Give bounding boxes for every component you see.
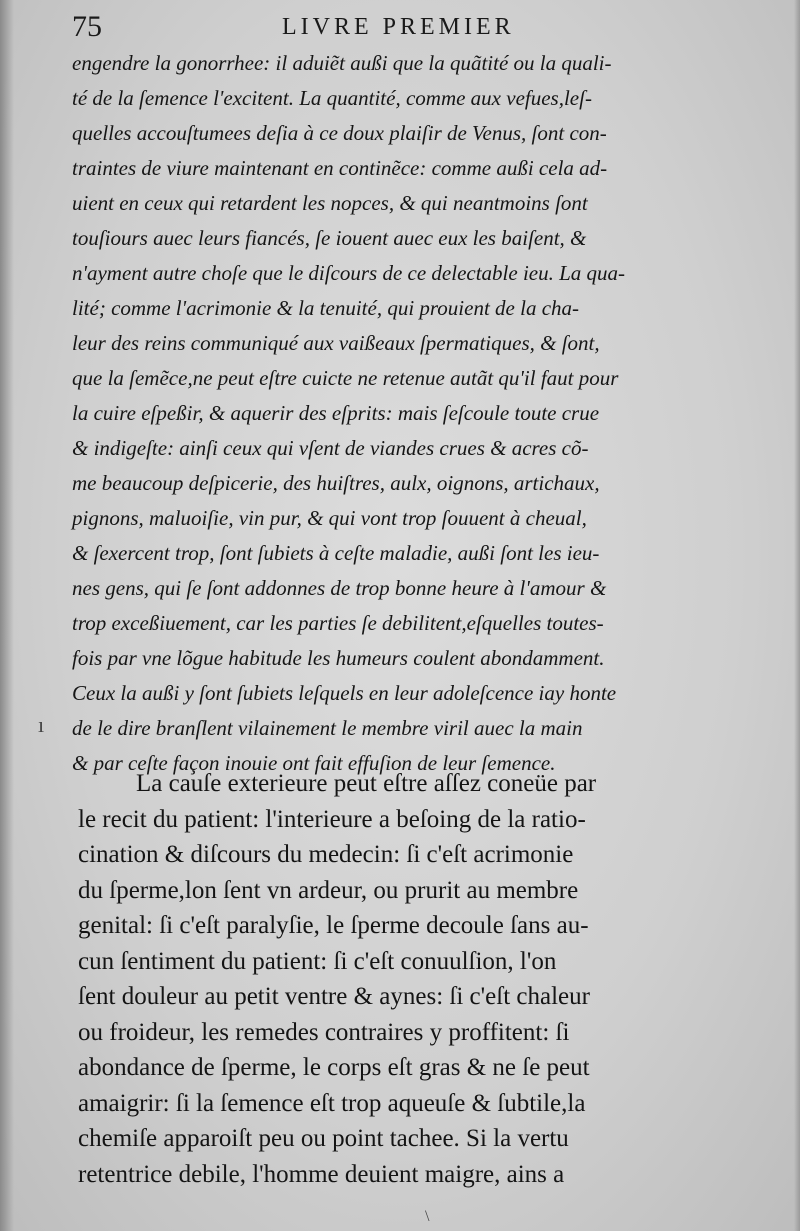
text-line: n'ayment autre choſe que le diſcours de ce delectable ieu. La qua- <box>72 261 626 285</box>
roman-paragraph <box>78 766 768 1192</box>
page-shadow-right <box>794 0 800 1231</box>
page-shadow-left <box>0 0 14 1231</box>
text-line: ou froideur, les remedes contraires y proffitent: ſi <box>78 1018 570 1046</box>
text-line: Ceux la außi y ſont ſubiets leſquels en leur adoleſcence iay honte <box>72 681 617 705</box>
text-line: traintes de viure maintenant en continẽce: comme außi cela ad- <box>72 156 608 180</box>
text-line: genital: ſi c'eſt paralyſie, le ſperme decoule ſans au- <box>78 912 589 939</box>
text-line: cun ſentiment du patient: ſi c'eſt conuulſion, l'on <box>78 947 557 975</box>
text-line: de le dire branſlent vilainement le membre viril auec la main <box>72 716 583 740</box>
text-line: & par ceſte façon inouie ont fait effuſion de leur ſemence. <box>72 751 556 775</box>
page-number: 75 <box>72 10 102 43</box>
text-line: cination & diſcours du medecin: ſi c'eſt acrimonie <box>78 841 574 868</box>
text-line: me beaucoup deſpicerie, des huiſtres, aulx, oignons, artichaux, <box>72 471 600 495</box>
margin-mark: \ <box>425 1208 430 1225</box>
text-line: uient en ceux qui retardent les nopces, & qui neantmoins ſont <box>72 191 588 215</box>
text-line: touſiours auec leurs fiancés, ſe iouent auec eux les baiſent, & <box>72 226 587 250</box>
text-line: trop exceßiuement, car les parties ſe debilitent,eſquelles toutes- <box>72 611 604 635</box>
text-line: quelles accouſtumees deſia à ce doux plaiſir de Venus, ſont con- <box>72 121 607 145</box>
text-line: la cuire eſpeßir, & aquerir des eſprits: mais ſeſcoule toute crue <box>72 401 600 425</box>
text-line: engendre la gonorrhee: il aduiẽt außi que la quãtité ou la quali- <box>72 51 612 75</box>
page-header <box>72 8 772 48</box>
text-line: & ſexercent trop, ſont ſubiets à ceſte maladie, außi ſont les ieu- <box>72 541 600 565</box>
text-line: que la ſemẽce,ne peut eſtre cuicte ne retenue autãt qu'il faut pour <box>72 366 619 390</box>
margin-mark: ı <box>38 712 45 737</box>
text-line: leur des reins communiqué aux vaißeaux ſpermatiques, & ſont, <box>72 331 600 355</box>
text-line: chemiſe apparoiſt peu ou point tachee. Si la vertu <box>78 1125 569 1152</box>
text-line: té de la ſemence l'excitent. La quantité, comme aux vefues,leſ- <box>72 86 592 110</box>
text-line: fois par vne lõgue habitude les humeurs coulent abondamment. <box>72 646 605 670</box>
text-line: ſent douleur au petit ventre & aynes: ſi c'eſt chaleur <box>78 983 590 1010</box>
text-line: retentrice debile, l'homme deuient maigre, ains a <box>78 1160 565 1188</box>
text-line: le recit du patient: l'interieure a beſoing de la ratio- <box>78 805 586 833</box>
text-line: La cauſe exterieure peut eſtre aſſez coneüe par <box>136 770 597 797</box>
running-head: LIVRE PREMIER <box>282 14 515 40</box>
text-line: nes gens, qui ſe ſont addonnes de trop bonne heure à l'amour & <box>72 576 607 600</box>
text-line: abondance de ſperme, le corps eſt gras & ne ſe peut <box>78 1054 590 1081</box>
text-line: & indigeſte: ainſi ceux qui vſent de viandes crues & acres cõ- <box>72 436 589 460</box>
italic-paragraph <box>72 46 772 781</box>
text-line: du ſperme,lon ſent vn ardeur, ou prurit au membre <box>78 876 579 904</box>
text-line: lité; comme l'acrimonie & la tenuité, qui prouient de la cha- <box>72 296 580 320</box>
text-line: amaigrir: ſi la ſemence eſt trop aqueuſe & ſubtile,la <box>78 1089 586 1117</box>
text-line: pignons, maluoiſie, vin pur, & qui vont trop ſouuent à cheual, <box>72 506 587 530</box>
